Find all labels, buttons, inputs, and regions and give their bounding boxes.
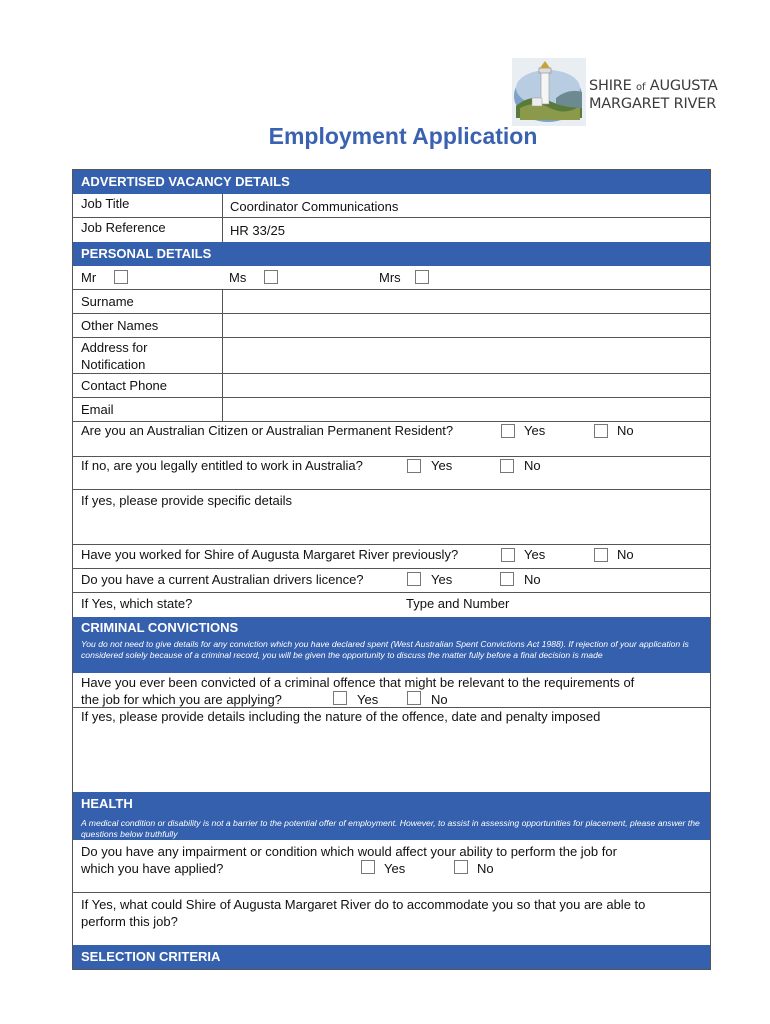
worked-previously-row: [73, 545, 710, 569]
convicted-yes-checkbox[interactable]: [333, 691, 347, 705]
entitled-yes-checkbox[interactable]: [407, 459, 421, 473]
job-reference-row: [73, 218, 710, 242]
other-names-field[interactable]: [223, 314, 710, 337]
shire-logo: [512, 58, 734, 126]
worked-yes-label: Yes: [524, 547, 546, 562]
section-header-vacancy: ADVERTISED VACANCY DETAILS: [73, 170, 710, 194]
convicted-no-label: No: [431, 692, 448, 707]
state-question: If Yes, which state?: [81, 596, 193, 611]
job-reference-label: Job Reference: [73, 218, 223, 242]
mrs-checkbox[interactable]: [415, 270, 429, 284]
section-header-criminal: CRIMINAL CONVICTIONS: [73, 617, 710, 639]
contact-phone-label: Contact Phone: [73, 374, 223, 397]
other-names-label: Other Names: [73, 314, 223, 337]
offence-details-row[interactable]: [73, 708, 710, 792]
worked-no-label: No: [617, 547, 634, 562]
worked-no-checkbox[interactable]: [594, 548, 608, 562]
job-reference-value[interactable]: HR 33/25: [230, 223, 285, 238]
mrs-label: Mrs: [379, 270, 401, 285]
citizen-row: [73, 422, 710, 457]
surname-row: [73, 290, 710, 314]
citizen-yes-checkbox[interactable]: [501, 424, 515, 438]
section-header-health: HEALTH: [73, 792, 710, 816]
mr-checkbox[interactable]: [114, 270, 128, 284]
specific-details-row[interactable]: [73, 490, 710, 545]
licence-no-label: No: [524, 572, 541, 587]
section-header-selection: SELECTION CRITERIA: [73, 945, 710, 969]
licence-row: [73, 569, 710, 593]
address-field[interactable]: [223, 338, 710, 373]
ms-label: Ms: [229, 270, 247, 285]
email-row: [73, 398, 710, 422]
state-row: [73, 593, 710, 617]
surname-label: Surname: [73, 290, 223, 313]
address-label: Address for Notification: [73, 338, 223, 373]
impairment-no-checkbox[interactable]: [454, 860, 468, 874]
email-label: Email: [73, 398, 223, 421]
impairment-row: [73, 840, 710, 893]
entitled-question: If no, are you legally entitled to work in Australia?: [81, 458, 363, 473]
ms-checkbox[interactable]: [264, 270, 278, 284]
address-row: [73, 338, 710, 374]
job-title-value[interactable]: Coordinator Communications: [230, 199, 399, 214]
citizen-question: Are you an Australian Citizen or Australian Permanent Resident?: [81, 423, 454, 438]
entitled-no-checkbox[interactable]: [500, 459, 514, 473]
impairment-no-label: No: [477, 861, 494, 876]
accommodate-row[interactable]: [73, 893, 710, 945]
licence-yes-checkbox[interactable]: [407, 572, 421, 586]
impairment-yes-checkbox[interactable]: [361, 860, 375, 874]
title-row: [73, 266, 710, 290]
worked-previously-question: Have you worked for Shire of Augusta Margaret River previously?: [81, 547, 459, 562]
convicted-no-checkbox[interactable]: [407, 691, 421, 705]
specific-details-question: If yes, please provide specific details: [81, 493, 292, 508]
impairment-question: Do you have any impairment or condition which would affect your ability to perform the job for which you have applied?: [81, 844, 617, 876]
other-names-row: [73, 314, 710, 338]
accommodate-question: If Yes, what could Shire of Augusta Margaret River do to accommodate you so that you are able to perform this job?: [81, 897, 646, 929]
section-header-personal: PERSONAL DETAILS: [73, 242, 710, 266]
citizen-no-checkbox[interactable]: [594, 424, 608, 438]
worked-yes-checkbox[interactable]: [501, 548, 515, 562]
logo-text: SHIRE of AUGUSTA MARGARET RIVER: [589, 78, 718, 112]
licence-no-checkbox[interactable]: [500, 572, 514, 586]
contact-phone-field[interactable]: [223, 374, 710, 397]
entitled-row: [73, 457, 710, 490]
job-title-row: [73, 194, 710, 218]
criminal-note: You do not need to give details for any conviction which you have declared spent (West Australian Spent Convictions Act 1988). If rejection of your application is considered solely because of a criminal record, you will be given the opportunity to discuss the matter fully before a final decision is made: [73, 639, 710, 673]
convicted-question: Have you ever been convicted of a criminal offence that might be relevant to the requirements of the job for which you are applying?: [81, 675, 635, 707]
entitled-no-label: No: [524, 458, 541, 473]
application-form: [72, 169, 711, 970]
email-field[interactable]: [223, 398, 710, 421]
page-title: Employment Application: [268, 123, 538, 149]
lighthouse-emblem-icon: [512, 58, 586, 126]
citizen-no-label: No: [617, 423, 634, 438]
health-note: A medical condition or disability is not a barrier to the potential offer of employment. However, to assist in assessing opportunities for placement, please answer the questions below truthfully: [73, 816, 710, 840]
entitled-yes-label: Yes: [431, 458, 453, 473]
impairment-yes-label: Yes: [384, 861, 406, 876]
convicted-row: [73, 673, 710, 708]
convicted-yes-label: Yes: [357, 692, 379, 707]
surname-field[interactable]: [223, 290, 710, 313]
licence-question: Do you have a current Australian drivers licence?: [81, 572, 364, 587]
licence-yes-label: Yes: [431, 572, 453, 587]
job-title-label: Job Title: [73, 194, 223, 217]
phone-row: [73, 374, 710, 398]
citizen-yes-label: Yes: [524, 423, 546, 438]
type-number-label: Type and Number: [406, 596, 510, 611]
mr-label: Mr: [81, 270, 97, 285]
offence-details-question: If yes, please provide details including the nature of the offence, date and penalty imposed: [81, 709, 601, 724]
